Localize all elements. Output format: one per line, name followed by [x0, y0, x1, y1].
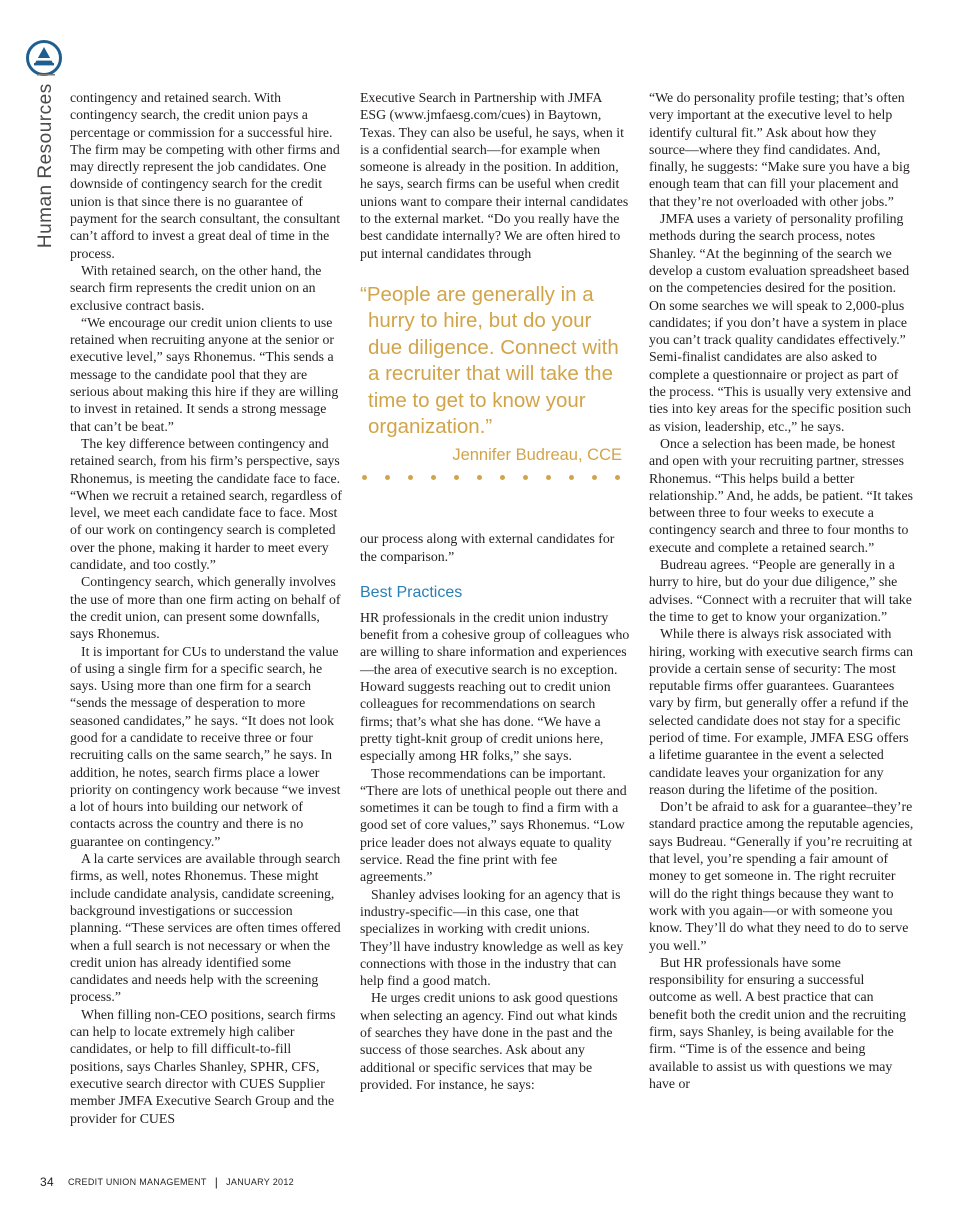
paragraph: Contingency search, which generally involves the use of more than one firm acting on behalf of the credit union, can present some downfalls, says Rhonemus.	[70, 574, 341, 642]
pull-quote-text: “People are generally in a hurry to hire, but do your due diligence. Connect with a recruiter that will take the time to get to know your organization.”	[360, 282, 619, 439]
pull-quote	[360, 282, 630, 484]
paragraph: It is important for CUs to understand the value of using a single firm for a specific search, he says. Using more than one firm for a search “sends the message of desperation to more seasoned candidates,” he says. “It does not look good for a candidate to receive three or four recruiting calls on the same search,” he says. In addition, he notes, search firms place a lower priority on contingency work because “we invest a lot of hours into building our network of contacts across the country and there is no guarantee on contingency.”	[70, 643, 341, 849]
paragraph: Don’t be afraid to ask for a guarantee–they’re standard practice among the reputable agencies, says Budreau. “Generally if you’re recruiting at that level, you’re spending a fair amount of money to get someone in. The right recruiter will do the right things because they want to work with you again—or with someone you know. They’ll do what they need to do to serve you well.”	[649, 799, 914, 953]
footer-separator: |	[214, 1175, 219, 1189]
paragraph: Those recommendations can be important. “There are lots of unethical people out there and sometimes it can be tough to find a firm with a good set of core values,” says Rhonemus. “Low price leader does not always equate to quality service. Read the fine print with fee agreements.”	[360, 765, 627, 885]
paragraph: Shanley advises looking for an agency that is industry-specific—in this case, one that specializes in working with credit unions. They’ll have industry knowledge as well as key connections with those in the industry that can help find a good match.	[360, 886, 624, 989]
cues-logo-icon	[26, 40, 62, 76]
paragraph: “We encourage our credit union clients to use retained when recruiting anyone at the senior or executive level,” says Rhonemus. “This sends a message to the candidate pool that they are serious about making this hire if they are willing to invest in retained. It sends a strong message that can’t be beat.”	[70, 314, 339, 434]
paragraph: The key difference between contingency and retained search, from his firm’s perspective, says Rhonemus, is meeting the candidate face to face. “When we recruit a retained search, regardless of level, we meet each candidate face to face. Most of our work on contingency search is completed over the phone, making it harder to meet every candidate, and too costly.”	[70, 435, 342, 573]
paragraph: He urges credit unions to ask good questions when selecting an agency. Find out what kinds of searches they have done in the past and the success of those searches. Ask about any additional or specific services that may be provided. For instance, he says:	[360, 990, 618, 1092]
column-1	[70, 89, 342, 1127]
section-divider: |	[35, 71, 56, 78]
section-label-text: Human Resources	[35, 83, 56, 249]
paragraph: contingency and retained search. With contingency search, the credit union pays a percentage or commission for a successful hire. The firm may be competing with other firms and may directly represent the job candidates. One downside of contingency search for the credit union is that since there is no guarantee of payment for the search consultant, the consultant can’t afford to invest a great deal of time in the process.	[70, 90, 341, 261]
pull-quote-attribution: Jennifer Budreau, CCE	[452, 445, 622, 464]
paragraph: HR professionals in the credit union industry benefit from a cohesive group of colleagues who are willing to share information and experiences—the area of executive search is no exception. Howard suggests reaching out to credit union colleagues for recommendations on search firms; that’s what she has done. “We have a pretty tight-knit group of credit unions here, especially among HR folks,” she says.	[360, 609, 630, 764]
paragraph: “We do personality profile testing; that’s often very important at the executive level to help identify cultural fit.” Ask about how they source—where they find candidates. And, finally, he suggests: “Make sure you have a big enough team that can fill your placement and that they’re not overloaded with other jobs.”	[649, 90, 910, 209]
paragraph: Budreau agrees. “People are generally in a hurry to hire, but do your due diligence,” she advises. “Connect with a recruiter that will take the time to get to know your organization.”	[649, 557, 912, 624]
paragraph: When filling non-CEO positions, search firms can help to locate extremely high caliber candidates, or help to fill difficult-to-fill positions, says Charles Shanley, SPHR, CFS, executive search director with CUES Supplier member JMFA Executive Search Group and the provider for CUES	[70, 1006, 336, 1126]
issue-date: JANUARY 2012	[226, 1177, 294, 1187]
paragraph: A la carte services are available through search firms, as well, notes Rhonemus. These might include candidate analysis, candidate screening, background investigations or succession planning. “These services are often times offered when a full search is not necessary or when the credit union has already identified some candidates and needs help with the screening process.”	[70, 851, 341, 1005]
paragraph: Once a selection has been made, be honest and open with your recruiting partner, stresses Rhonemus. “This helps build a better relationship.” And, he adds, be patient. “It takes between three to four weeks to execute a contingency search and three to four months to execute and complete a retained search.”	[649, 435, 913, 555]
section-label	[35, 72, 57, 248]
column-3	[649, 89, 914, 1092]
paragraph: While there is always risk associated with hiring, working with executive search firms can provide a certain sense of security: The most reputable firms offer guarantees. Guarantees vary by firm, but generally offer a refund if the selected candidate does not stay for a specific period of time. For example, JMFA ESG offers a lifetime guarantee in the event a selected candidate leaves your organization for any reason during the lifetime of the position.	[649, 626, 913, 797]
page-footer	[40, 1175, 294, 1189]
dotted-divider	[362, 472, 630, 484]
page-number: 34	[40, 1175, 54, 1189]
paragraph: JMFA uses a variety of personality profiling methods during the search process, notes Shanley. “At the beginning of the search we develop a custom evaluation spreadsheet based on the competencies desired for the position. On some searches we will speak to 2,000-plus candidates; if you don’t have a system in place you can’t track quality candidates effectively.” Semi-finalist candidates are also asked to complete a questionnaire or project as part of the process. “This is usually very extensive and ties into key areas for the specific position such as vision, leadership, etc.,” he says.	[649, 211, 912, 434]
publication-name: CREDIT UNION MANAGEMENT	[67, 1177, 207, 1187]
paragraph: With retained search, on the other hand, the search firm represents the credit union on an exclusive contract basis.	[70, 262, 322, 313]
paragraph: our process along with external candidates for the comparison.”	[360, 531, 615, 564]
paragraph: But HR professionals have some responsibility for ensuring a successful outcome as well. A best practice that can benefit both the credit union and the recruiting firm, says Shanley, is being available for the firm. “Time is of the essence and being available to assist us with questions we may have or	[649, 954, 907, 1091]
column-2	[360, 89, 630, 1093]
paragraph: Executive Search in Partnership with JMFA ESG (www.jmfaesg.com/cues) in Baytown, Texas. They can also be useful, he says, when it is a confidential search—for example when someone is already in the position. In addition, he says, search firms can be useful when credit unions want to compare their internal candidates to the external market. “Do you really have the best candidate internally? We are often hired to put internal candidates through	[360, 90, 629, 261]
section-heading: Best Practices	[360, 583, 463, 601]
